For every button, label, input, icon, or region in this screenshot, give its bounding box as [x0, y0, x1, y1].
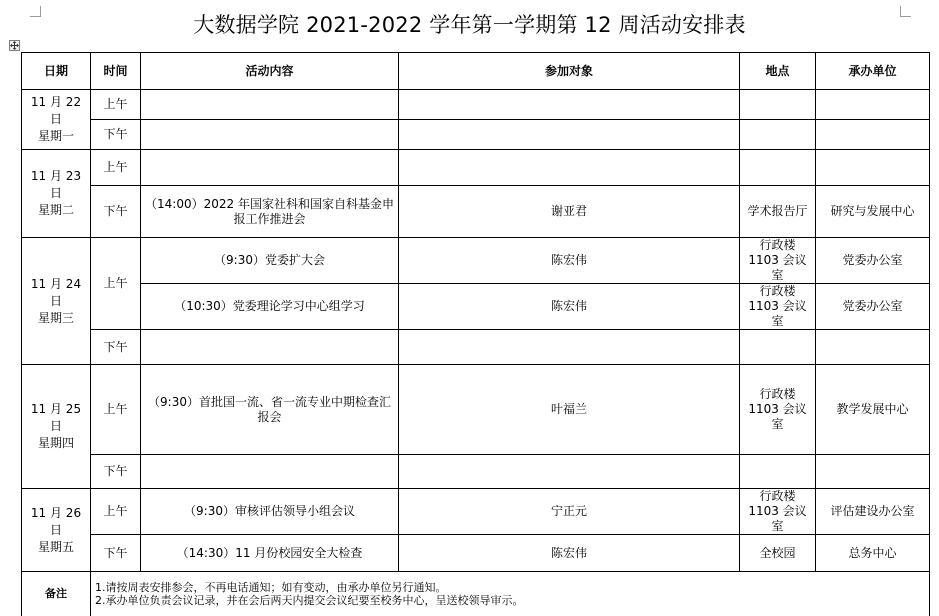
date-text: 11 月 25 日	[30, 402, 82, 433]
location-cell: 行政楼 1103 会议室	[740, 284, 816, 330]
page-title: 大数据学院 2021-2022 学年第一学期第 12 周活动安排表	[193, 13, 746, 37]
table-row	[22, 535, 930, 572]
location-cell: 行政楼 1103 会议室	[740, 238, 816, 284]
header-location: 地点	[740, 53, 816, 90]
location-cell	[740, 90, 816, 120]
table-row	[22, 186, 930, 238]
header-participants: 参加对象	[399, 53, 740, 90]
organizer-cell: 研究与发展中心	[816, 186, 930, 238]
time-cell: 下午	[91, 330, 141, 365]
location-cell: 全校园	[740, 535, 816, 572]
time-cell: 上午	[91, 90, 141, 120]
organizer-cell	[816, 150, 930, 186]
participants-cell	[399, 90, 740, 120]
time-cell: 上午	[91, 489, 141, 535]
weekday-text: 星期五	[37, 539, 74, 554]
activity-cell: （14:30）11 月份校园安全大检查	[141, 535, 399, 572]
organizer-cell: 总务中心	[816, 535, 930, 572]
header-time: 时间	[91, 53, 141, 90]
date-cell	[22, 150, 91, 238]
location-cell	[740, 120, 816, 150]
organizer-cell	[816, 330, 930, 365]
participants-cell: 陈宏伟	[399, 284, 740, 330]
participants-cell: 陈宏伟	[399, 535, 740, 572]
location-cell: 行政楼 1103 会议室	[740, 365, 816, 455]
table-row	[22, 284, 930, 330]
participants-cell: 宁正元	[399, 489, 740, 535]
location-cell: 学术报告厅	[740, 186, 816, 238]
header-organizer: 承办单位	[816, 53, 930, 90]
weekday-text: 星期二	[37, 203, 74, 217]
table-row	[22, 90, 930, 120]
table-row	[22, 120, 930, 150]
header-date: 日期	[22, 53, 91, 90]
table-row	[22, 330, 930, 365]
time-cell: 上午	[91, 150, 141, 186]
activity-cell: （14:00）2022 年国家社科和国家自科基金申报工作推进会	[141, 186, 399, 238]
date-text: 11 月 23 日	[30, 169, 82, 200]
weekday-text: 星期四	[37, 436, 74, 450]
participants-cell: 谢亚君	[399, 186, 740, 238]
date-text: 11 月 24 日	[30, 276, 82, 308]
participants-cell	[399, 150, 740, 186]
organizer-cell: 党委办公室	[816, 284, 930, 330]
table-row	[22, 455, 930, 489]
table-row	[22, 150, 930, 186]
location-cell	[740, 455, 816, 489]
time-cell: 上午	[91, 365, 141, 455]
date-cell	[22, 365, 91, 489]
activity-cell	[141, 455, 399, 489]
table-row	[22, 238, 930, 284]
time-cell: 下午	[91, 120, 141, 150]
participants-cell	[399, 330, 740, 365]
time-cell: 下午	[91, 186, 141, 238]
time-cell: 下午	[91, 455, 141, 489]
notes-cell	[91, 572, 930, 616]
organizer-cell: 教学发展中心	[816, 365, 930, 455]
date-cell	[22, 90, 91, 150]
date-cell	[22, 238, 91, 365]
table-row	[22, 489, 930, 535]
participants-cell: 陈宏伟	[399, 238, 740, 284]
activity-cell	[141, 90, 399, 120]
weekday-text: 星期一	[37, 129, 74, 143]
schedule-table	[21, 52, 930, 616]
table-move-handle-icon[interactable]	[9, 40, 20, 51]
header-activity: 活动内容	[141, 53, 399, 90]
activity-cell	[141, 330, 399, 365]
activity-cell: （9:30）首批国一流、省一流专业中期检查汇报会	[141, 365, 399, 455]
organizer-cell: 评估建设办公室	[816, 489, 930, 535]
organizer-cell	[816, 120, 930, 150]
date-text: 11 月 26 日	[30, 505, 82, 537]
time-cell: 下午	[91, 535, 141, 572]
activity-cell: （10:30）党委理论学习中心组学习	[141, 284, 399, 330]
organizer-cell	[816, 455, 930, 489]
participants-cell: 叶福兰	[399, 365, 740, 455]
participants-cell	[399, 455, 740, 489]
table-row	[22, 365, 930, 455]
date-cell	[22, 489, 91, 572]
notes-line-2: 2.承办单位负责会议记录，并在会后两天内提交会议纪要至校务中心，呈送校领导审示。	[95, 593, 524, 607]
activity-cell: （9:30）审核评估领导小组会议	[141, 489, 399, 535]
organizer-cell	[816, 90, 930, 120]
date-text: 11 月 22 日	[30, 95, 82, 126]
weekday-text: 星期三	[37, 310, 74, 325]
activity-cell	[141, 120, 399, 150]
location-cell	[740, 330, 816, 365]
organizer-cell: 党委办公室	[816, 238, 930, 284]
activity-cell: （9:30）党委扩大会	[141, 238, 399, 284]
participants-cell	[399, 120, 740, 150]
notes-label: 备注	[22, 572, 91, 616]
header-row	[22, 53, 930, 90]
notes-line-1: 1.请按周表安排参会，不再电话通知；如有变动，由承办单位另行通知。	[95, 580, 447, 594]
time-cell: 上午	[91, 238, 141, 330]
activity-cell	[141, 150, 399, 186]
location-cell: 行政楼 1103 会议室	[740, 489, 816, 535]
notes-row	[22, 572, 930, 616]
location-cell	[740, 150, 816, 186]
